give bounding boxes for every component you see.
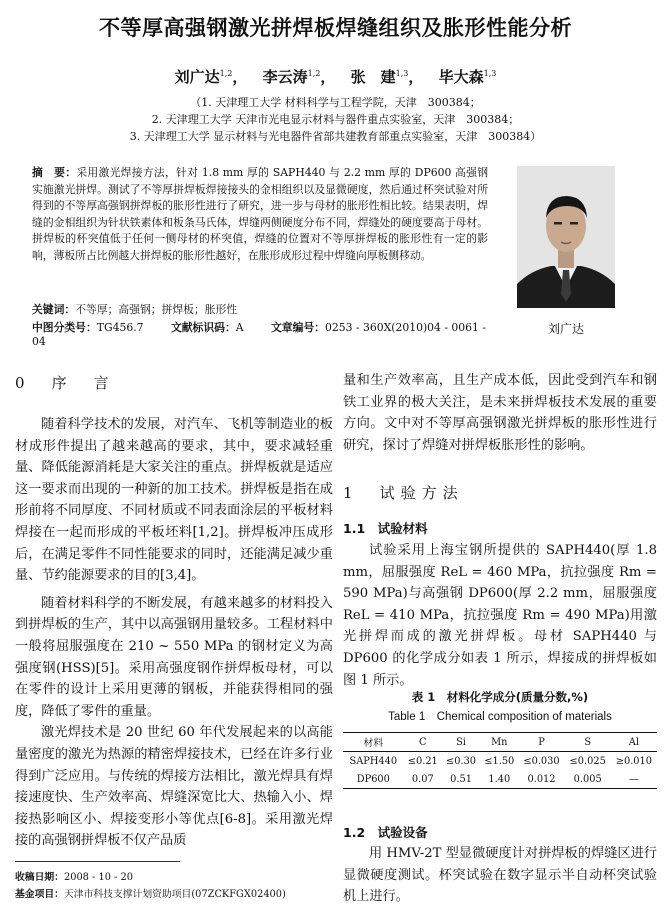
equipment-paragraph-block	[343, 843, 657, 908]
table-header-cell: Mn	[480, 733, 518, 752]
subsection-heading: 1.2 试验设备	[343, 825, 428, 840]
left-column-body	[15, 414, 333, 852]
table-header-cell: Al	[611, 733, 657, 752]
affiliation-line: 2. 天津理工大学 天津市光电显示材料与器件重点实验室，天津 300384；	[151, 113, 520, 126]
photo-caption: 刘广达	[547, 322, 584, 336]
section-title: 试验方法	[379, 484, 464, 502]
body-paragraph: 激光焊技术是 20 世纪 60 年代发展起来的以高能量密度的激光为热源的精密焊接技术，已经在许多行业得到广泛应用。与传统的焊接方法相比，激光焊具有焊接速度快、生产效率高、焊缝深宽比大、热输入小、焊接热影响区小、焊接变形小等优点[6-8]。采用激光焊接的高强钢拼焊板不仅产品质	[15, 725, 333, 849]
composition-table-wrap	[343, 732, 657, 789]
body-paragraph: 试验采用上海宝钢所提供的 SAPH440(厚 1.8 mm，屈服强度 ReL = 460 MPa，抗拉强度 Rm = 590 MPa)与高强钢 DP600(厚 2.2 mm，屈服强度 ReL = 410 MPa，抗拉强度 Rm = 490 MPa)用激光拼焊而成的激光拼焊板。母材 SAPH440 与 DP600 的化学成分如表 1 所示，焊接成的拼焊板如图 1 所示。	[343, 543, 657, 688]
author-name: 张 建	[350, 68, 396, 86]
fund-value: 天津市科技支撑计划资助项目(07ZCKFGX02400)	[63, 889, 286, 900]
body-paragraph: 随着科学技术的发展，对汽车、飞机等制造业的板材成形件提出了越来越高的要求，其中，要求减轻重量、降低能源消耗是大家关注的重点。拼焊板就是适应这一要求而出现的一种新的加工技术。拼焊板是指在成形前将不同厚度、不同材质或不同表面涂层的平板材料焊接在一起而形成的平板坯料[1,2]。拼焊板冲压成形后，在满足零件不同性能要求的同时，还能满足减少重量、节约能源要求的目的[3,4]。	[15, 417, 333, 584]
table-caption-cn: 表 1 材料化学成分(质量分数,%)	[411, 690, 589, 704]
received-value: 2008 - 10 - 20	[63, 872, 133, 883]
keywords-label: 关键词：	[32, 303, 76, 316]
table-cell: —	[611, 770, 657, 789]
table-header-cell: 材料	[343, 733, 404, 752]
keywords-text: 不等厚；高强钢；拼焊板；胀形性	[75, 303, 238, 316]
table-header-row	[343, 733, 657, 752]
body-paragraph: 用 HMV-2T 型显微硬度计对拼焊板的焊缝区进行显微硬度测试。杯突试验在数字显示半自动杯突试验机上进行。	[343, 846, 657, 905]
table-row	[343, 752, 657, 771]
table-cell: ≤0.025	[569, 756, 606, 767]
author-affiliation-mark: 1,2	[307, 69, 321, 78]
table-cell: ≤1.50	[484, 756, 515, 767]
table-header-cell: Si	[442, 733, 480, 752]
table-caption-en: Table 1 Chemical composition of materials	[388, 711, 612, 723]
clc-label: 中图分类号：	[32, 321, 97, 334]
table-row	[343, 770, 657, 789]
abstract-label: 摘 要：	[32, 166, 77, 179]
article-number-value: 0253 - 360X(2010)04 - 0061 - 04	[32, 321, 486, 348]
author-photo	[517, 166, 615, 308]
abstract	[32, 165, 488, 265]
doc-code-label: 文献标识码：	[170, 321, 236, 334]
received-date	[15, 869, 133, 883]
received-label: 收稿日期：	[15, 872, 64, 883]
table-header-cell: P	[518, 733, 564, 752]
composition-table	[343, 732, 657, 789]
footnote-divider	[15, 861, 180, 862]
table-cell: DP600	[343, 770, 404, 789]
right-column-intro	[343, 370, 657, 456]
author-name: 李云涛	[262, 68, 308, 86]
body-paragraph: 量和生产效率高，且生产成本低，因此受到汽车和钢铁工业界的极大关注，是未来拼焊板技术发展的重要方向。文中对不等厚高强钢激光拼焊板的胀形性进行研究，探讨了焊缝对拼焊板胀形性的影响。	[343, 373, 657, 453]
author-name: 刘广达	[174, 68, 220, 86]
table-cell: ≥0.010	[615, 756, 653, 767]
section-title: 序 言	[51, 374, 115, 392]
author-affiliation-mark: 1,3	[483, 69, 497, 78]
affiliation-line: 3. 天津理工大学 显示材料与光电器件省部共建教育部重点实验室，天津 300384）	[129, 130, 542, 143]
table-cell: ≤0.21	[407, 756, 438, 767]
section-heading	[343, 482, 464, 503]
body-paragraph: 随着材料科学的不断发展，有越来越多的材料投入到拼焊板的生产，其中以高强钢用量较多。工程材料中一般将屈服强度在 210 ~ 550 MPa 的钢材定义为高强度钢(HSS)[5]。采用高强度钢作拼焊板母材，可以在零件的设计上采用更薄的钢板，并能获得相同的强度，降低了零件的重量。	[15, 595, 333, 719]
classification-line	[32, 320, 502, 348]
table-cell: 0.07	[404, 770, 442, 789]
section-heading	[15, 372, 115, 393]
paper-title: 不等厚高强钢激光拼焊板焊缝组织及胀形性能分析	[99, 16, 572, 40]
materials-paragraph-block	[343, 540, 657, 691]
table-cell: 1.40	[480, 770, 518, 789]
table-cell: 0.005	[565, 770, 611, 789]
author-name: 毕大森	[438, 68, 484, 86]
table-header-cell: S	[565, 733, 611, 752]
author-portrait-image	[517, 166, 615, 308]
table-header-cell: C	[404, 733, 442, 752]
author-list: 刘广达$^{1,2}$， 李云涛$^{1,2}$， 张 建$^{1,3}$， 毕大森$^{1,3}$	[174, 68, 497, 86]
fund-project	[15, 886, 286, 900]
table-cell: ≤0.30	[446, 756, 477, 767]
author-affiliation-mark: 1,2	[219, 69, 233, 78]
affiliation-line: （1. 天津理工大学 材料科学与工程学院，天津 300384；	[190, 96, 481, 109]
keywords	[32, 302, 488, 317]
subsection-heading: 1.1 试验材料	[343, 521, 428, 536]
section-number: 1	[343, 484, 359, 502]
author-affiliation-mark: 1,3	[395, 69, 409, 78]
article-number-label: 文章编号：	[271, 321, 325, 334]
clc-value: TG456.7	[96, 321, 144, 334]
abstract-text: 采用激光焊接方法，针对 1.8 mm 厚的 SAPH440 与 2.2 mm 厚的 DP600 高强钢实施激光拼焊。测试了不等厚拼焊板焊接接头的金相组织以及显微硬度，然后通过杯突试验对所得到的不等厚高强钢拼焊板的胀形性进行了研究，进一步与母材的胀形性相比较。结果表明，焊缝的金相组织为针状铁素体和板条马氏体，焊缝两侧硬度分布不同，焊缝处的硬度要高于母材。拼焊板的杯突值低于任何一侧母材的杯突值，焊缝的位置对不等厚拼焊板的胀形性有一定的影响，薄板所占比例越大拼焊板的胀形性越好，在胀形成形过程中焊缝向厚板侧移动。	[32, 166, 489, 262]
table-cell: 0.012	[518, 770, 564, 789]
table-cell: SAPH440	[349, 756, 398, 767]
fund-label: 基金项目：	[15, 889, 64, 900]
table-cell: 0.51	[442, 770, 480, 789]
doc-code-value: A	[235, 321, 244, 334]
table-cell: ≤0.030	[523, 756, 560, 767]
section-number: 0	[15, 374, 31, 392]
